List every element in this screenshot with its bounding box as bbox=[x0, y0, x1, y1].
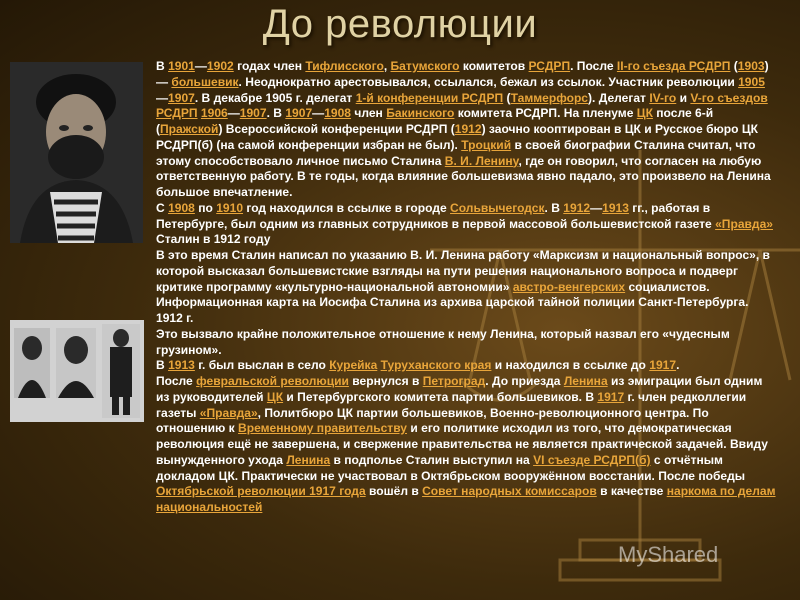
wiki-link[interactable]: Совет народных комиссаров bbox=[422, 484, 597, 499]
text-segment: . В bbox=[544, 200, 564, 215]
wiki-link[interactable]: февральской революции bbox=[196, 374, 349, 388]
wiki-link[interactable]: Временному правительству bbox=[238, 421, 408, 436]
text-segment: и находился в ссылке до bbox=[491, 358, 650, 373]
text-segment: — bbox=[227, 106, 240, 121]
text-segment: В это время Сталин написал по указанию В. И. Ленина работу «Марксизм и национальный вопрос», в которой высказал большевистские взгляды на пути решения национального вопроса и подверг критике программу «культурно-национальной автономии» bbox=[156, 248, 770, 294]
wiki-link[interactable]: V-го съездов РСДРП bbox=[156, 90, 768, 121]
wiki-link[interactable]: 1913 bbox=[602, 200, 629, 215]
slide-title: До революции bbox=[262, 2, 538, 46]
paragraph bbox=[156, 327, 776, 359]
wiki-link[interactable]: 1905 bbox=[738, 74, 765, 89]
wiki-link[interactable]: Троцкий bbox=[461, 137, 512, 152]
wiki-link[interactable]: Октябрьской революции 1917 года bbox=[156, 484, 366, 499]
text-segment: в подполье Сталин выступил на bbox=[330, 452, 534, 467]
wiki-link[interactable]: 1908 bbox=[324, 106, 352, 121]
text-segment: после 6-й ( bbox=[156, 106, 714, 136]
text-segment: гг., работая в Петербурге, был одним из главных сотрудников в первой массовой большевистской газете bbox=[156, 200, 716, 231]
wiki-link[interactable]: «Правда» bbox=[715, 216, 773, 231]
text-segment: вернулся в bbox=[348, 374, 423, 388]
paragraph bbox=[156, 201, 776, 233]
text-segment: и его политике исходил из того, что демократическая революция ещё не завершена, и свержение правительства не является практической задачей. Ввиду вынужденного ухода bbox=[156, 421, 768, 467]
wiki-link[interactable]: большевик bbox=[171, 74, 239, 89]
portrait-photo bbox=[10, 62, 143, 243]
text-segment: . bbox=[676, 358, 680, 373]
text-segment: комитетов bbox=[459, 59, 529, 73]
wiki-link[interactable]: «Правда» bbox=[199, 405, 258, 420]
wiki-link[interactable]: 1910 bbox=[216, 200, 244, 215]
text-segment: . После bbox=[570, 59, 617, 73]
text-segment: ) Всероссийской конференции РСДРП ( bbox=[218, 122, 455, 136]
text-segment: член bbox=[351, 106, 387, 121]
text-segment: и Петербургского комитета партии большевиков. В bbox=[283, 389, 598, 404]
paragraph bbox=[156, 248, 776, 295]
text-segment: , где он говорил, что согласен на любую ответственную работу. В те годы, когда влияние большевизма явно падало, это произвело на Ленина большое впечатление. bbox=[156, 153, 771, 199]
text-segment: ( bbox=[730, 59, 738, 73]
wiki-link[interactable]: Таммерфорс bbox=[510, 90, 589, 105]
text-segment: ). Делегат bbox=[588, 90, 650, 105]
text-segment: из эмиграции был одним из руководителей bbox=[156, 374, 763, 404]
text-segment: , bbox=[383, 59, 391, 73]
text-segment: С bbox=[156, 200, 169, 215]
text-segment: . До приезда bbox=[485, 374, 564, 388]
text-segment: ( bbox=[503, 90, 511, 105]
wiki-link[interactable]: наркома по делам национальностей bbox=[156, 484, 776, 514]
wiki-link[interactable]: Бакинского bbox=[386, 106, 455, 121]
text-segment: и bbox=[676, 90, 691, 105]
wiki-link[interactable]: IV-го bbox=[649, 90, 677, 105]
text-segment: с отчётным докладом ЦК. Практически не участвовал в Октябрьском вооружённом восстании. После победы bbox=[156, 452, 746, 483]
wiki-link[interactable]: 1907 bbox=[239, 106, 267, 121]
text-segment: В bbox=[156, 358, 169, 373]
wiki-link[interactable]: 1912 bbox=[454, 122, 482, 136]
text-segment: — bbox=[312, 106, 325, 121]
text-segment: ) заочно кооптирован в ЦК и Русское бюро ЦК РСДРП(б) (на самой конференции избран не был). bbox=[156, 122, 759, 152]
wiki-link[interactable]: VI съезде РСДРП(б) bbox=[533, 452, 651, 467]
wiki-link[interactable]: 1907 bbox=[285, 106, 313, 121]
wiki-link[interactable]: Ленина bbox=[563, 374, 608, 388]
text-segment: социалистов. bbox=[625, 279, 710, 294]
police-info-card-photo bbox=[10, 320, 144, 422]
text-segment: , Политбюро ЦК партии большевиков, Военно-революционного центра. По отношению к bbox=[156, 405, 709, 436]
wiki-link[interactable]: Туруханского края bbox=[380, 358, 492, 373]
text-segment: . Неоднократно арестовывался, ссылался, бежал из ссылок. Участник революции bbox=[238, 74, 739, 89]
wiki-link[interactable]: 1902 bbox=[206, 59, 234, 73]
wiki-link[interactable]: 1906 bbox=[200, 106, 228, 121]
text-segment: — bbox=[194, 59, 207, 73]
slide-body-text bbox=[156, 59, 776, 516]
text-segment: в качестве bbox=[596, 484, 667, 499]
wiki-link[interactable]: 1907 bbox=[168, 90, 195, 105]
text-segment: Сталин в 1912 году bbox=[156, 232, 271, 247]
paragraph bbox=[156, 374, 776, 516]
wiki-link[interactable]: РСДРП bbox=[528, 59, 571, 73]
wiki-link[interactable]: 1917 bbox=[649, 358, 677, 373]
wiki-link[interactable]: Пражской bbox=[160, 122, 219, 136]
wiki-link[interactable]: В. И. Ленину bbox=[444, 153, 519, 168]
text-segment: год находился в ссылке в городе bbox=[243, 200, 451, 215]
wiki-link[interactable]: австро-венгерских bbox=[512, 279, 626, 294]
wiki-link[interactable]: ЦК bbox=[636, 106, 653, 121]
paragraph bbox=[156, 232, 776, 248]
text-segment: После bbox=[156, 374, 197, 388]
wiki-link[interactable]: Батумского bbox=[390, 59, 460, 73]
wiki-link[interactable]: II-го съезда РСДРП bbox=[616, 59, 731, 73]
wiki-link[interactable]: Ленина bbox=[286, 452, 331, 467]
wiki-link[interactable]: 1917 bbox=[597, 389, 625, 404]
text-segment: . В bbox=[266, 106, 286, 121]
watermark: MyShared bbox=[618, 542, 719, 567]
text-segment: в своей биографии Сталина считал, что этому способствовало личное письмо Сталина bbox=[156, 137, 756, 168]
text-segment: ) — bbox=[156, 59, 769, 89]
paragraph bbox=[156, 295, 776, 327]
text-segment: годах член bbox=[233, 59, 306, 73]
wiki-link[interactable]: ЦК bbox=[266, 389, 284, 404]
text-segment: г. был выслан в село bbox=[194, 358, 330, 373]
text-segment: Информационная карта на Иосифа Сталина из архива царской тайной полиции Санкт-Петербурга. 1912 г. bbox=[156, 295, 749, 325]
text-segment: г. член редколлегии газеты bbox=[156, 389, 747, 420]
wiki-link[interactable]: 1908 bbox=[168, 200, 195, 215]
text-segment: вошёл в bbox=[365, 484, 423, 499]
text-segment: Это вызвало крайне положительное отношение к нему Ленина, который назвал его «чудесным грузином». bbox=[156, 326, 730, 357]
wiki-link[interactable]: Петроград bbox=[422, 374, 486, 388]
wiki-link[interactable]: Тифлисского bbox=[305, 59, 384, 73]
paragraph bbox=[156, 358, 776, 374]
paragraph bbox=[156, 59, 776, 201]
text-segment: — bbox=[156, 90, 169, 105]
wiki-link[interactable]: Курейка bbox=[329, 358, 378, 373]
text-segment: комитета РСДРП. На пленуме bbox=[454, 106, 637, 121]
wiki-link[interactable]: 1-й конференции РСДРП bbox=[355, 90, 504, 105]
wiki-link[interactable]: 1912 bbox=[563, 200, 591, 215]
text-segment: по bbox=[194, 200, 217, 215]
text-segment: . В декабре 1905 г. делегат bbox=[194, 90, 356, 105]
wiki-link[interactable]: 1903 bbox=[737, 59, 765, 73]
wiki-link[interactable]: Сольвычегодск bbox=[450, 200, 545, 215]
text-segment: — bbox=[590, 200, 603, 215]
wiki-link[interactable]: 1901 bbox=[168, 59, 195, 73]
text-segment: В bbox=[156, 59, 169, 73]
wiki-link[interactable]: 1913 bbox=[168, 358, 195, 373]
